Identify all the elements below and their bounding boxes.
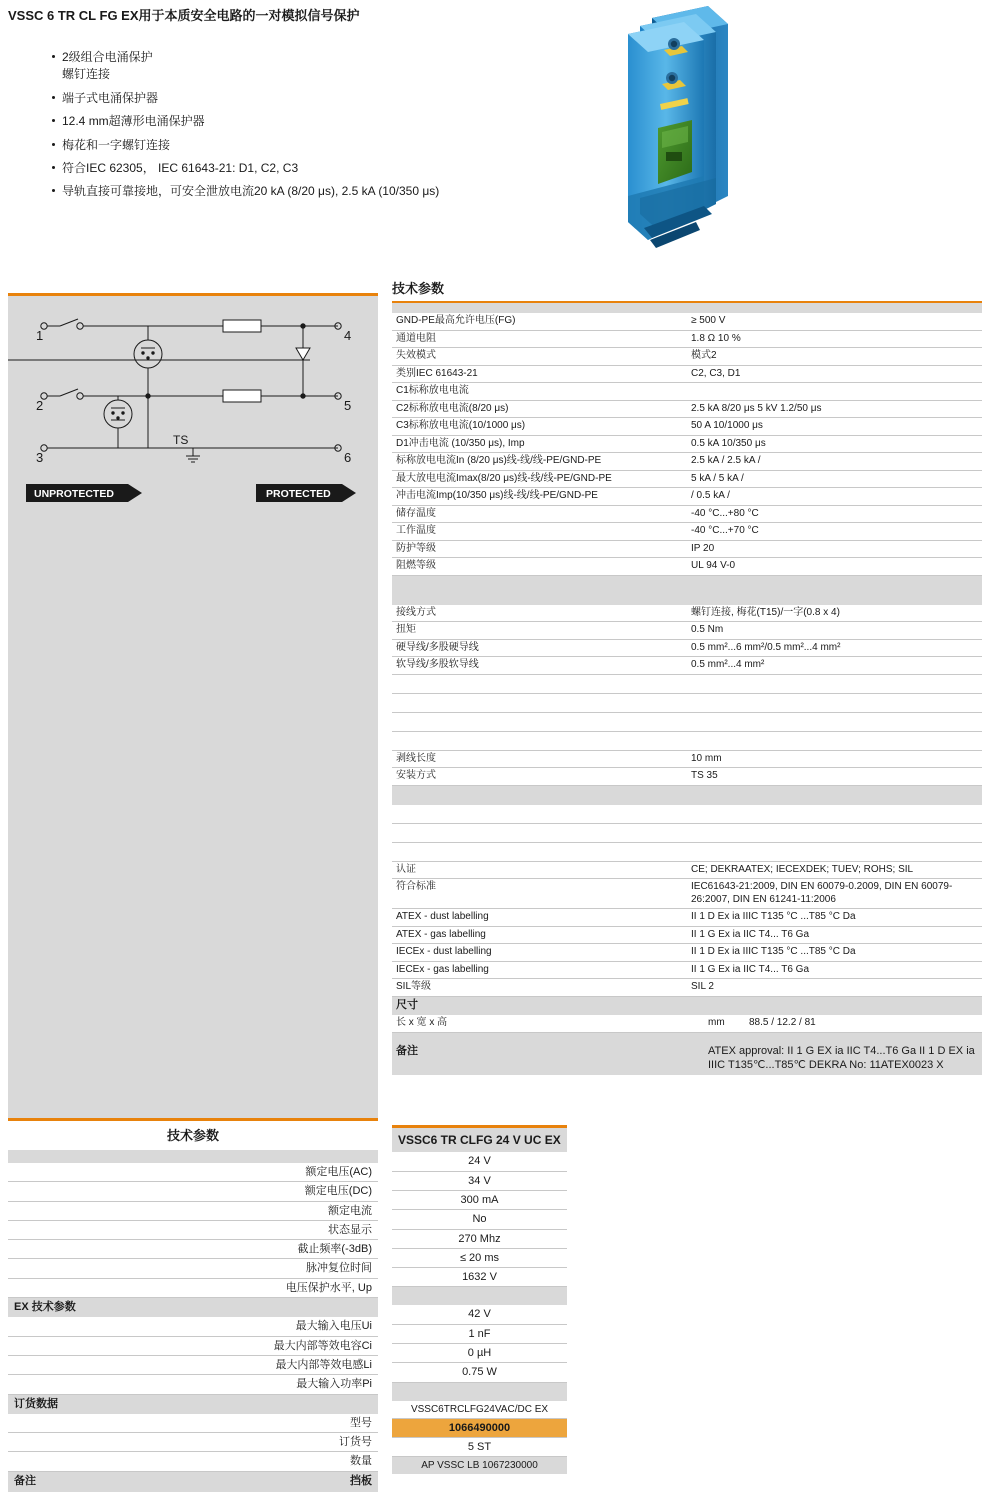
- row-key: 硬导线/多股硬导线: [392, 639, 687, 657]
- circuit-schematic-panel: [8, 293, 378, 1121]
- row-value: 0 µH: [392, 1344, 567, 1363]
- terminal-label-5: 5: [344, 398, 352, 413]
- order-qty-value: 5 ST: [392, 1437, 567, 1456]
- table-row-empty: [392, 804, 982, 823]
- row-key: 储存温度: [392, 505, 687, 523]
- row-value: 300 mA: [392, 1190, 567, 1209]
- table-row: [8, 1182, 378, 1201]
- table-row: [392, 505, 982, 523]
- row-value: 螺钉连接, 梅花(T15)/一字(0.8 x 4): [687, 604, 982, 622]
- table-row: [8, 1259, 378, 1278]
- row-key: 类别IEC 61643-21: [392, 365, 687, 383]
- row-value: CE; DEKRAATEX; IECEXDEK; TUEV; ROHS; SIL: [687, 861, 982, 879]
- table-row: [8, 1278, 378, 1297]
- row-key: ATEX - dust labelling: [392, 909, 687, 927]
- dimensions-table: [392, 1015, 982, 1075]
- table-row: [392, 435, 982, 453]
- table-row: [392, 1344, 567, 1363]
- table-band: [392, 594, 982, 604]
- row-key: 扭矩: [392, 622, 687, 640]
- row-key: 截止频率(-3dB): [8, 1240, 378, 1259]
- table-row: [392, 768, 982, 786]
- table-row: [392, 1152, 567, 1171]
- row-key: 接线方式: [392, 604, 687, 622]
- list-item: [50, 90, 570, 107]
- list-item-label: 符合IEC 62305， IEC 61643-21: D1, C2, C3: [62, 160, 299, 175]
- table-row: [8, 1355, 378, 1374]
- table-row: [392, 470, 982, 488]
- order-number-value: 1066490000: [392, 1418, 567, 1437]
- row-value: 2.5 kA / 2.5 kA /: [687, 453, 982, 471]
- table-band: [392, 575, 982, 594]
- table-row: [392, 400, 982, 418]
- table-row: [392, 944, 982, 962]
- table-row: [8, 1413, 378, 1432]
- table-row: [8, 1433, 378, 1452]
- row-value: 34 V: [392, 1171, 567, 1190]
- row-value: 42 V: [392, 1305, 567, 1324]
- list-item-label: 导轨直接可靠接地，可安全泄放电流20 kA (8/20 μs), 2.5 kA (10/350 μs): [62, 184, 440, 199]
- table-row: [392, 604, 982, 622]
- row-key: 型号: [8, 1413, 378, 1432]
- row-value: SIL 2: [687, 979, 982, 997]
- order-number-row: [392, 1418, 567, 1437]
- row-key: IECEx - gas labelling: [392, 961, 687, 979]
- technical-data-table: [392, 301, 982, 1015]
- table-row: [8, 1163, 378, 1182]
- table-row: [392, 523, 982, 541]
- table-row: [392, 1190, 567, 1209]
- list-item: [50, 49, 570, 84]
- table-row: [8, 1336, 378, 1355]
- table-row: [392, 750, 982, 768]
- row-value: UL 94 V-0: [687, 558, 982, 576]
- terminal-label-1: 1: [36, 328, 44, 343]
- remark-text: ATEX approval: II 1 G EX ia IIC T4...T6 Ga II 1 D EX ia IIIC T135℃...T85℃ DEKRA No: 11ATEX0023 X: [708, 1044, 975, 1071]
- table-row: [392, 979, 982, 997]
- table-row: [8, 1452, 378, 1471]
- table-row: [8, 1201, 378, 1220]
- table-row: [392, 1229, 567, 1248]
- table-row: [392, 1363, 567, 1382]
- row-key: 最大放电电流Imax(8/20 μs)线-线/线-PE/GND-PE: [392, 470, 687, 488]
- row-key: 冲击电流Imp(10/350 μs)线-线/线-PE/GND-PE: [392, 488, 687, 506]
- technical-data-section: [392, 278, 982, 1075]
- row-value: 270 Mhz: [392, 1229, 567, 1248]
- row-value: 0.5 kA 10/350 μs: [687, 435, 982, 453]
- row-key: ATEX - gas labelling: [392, 926, 687, 944]
- row-value: 24 V: [392, 1152, 567, 1171]
- table-band: [392, 1287, 567, 1305]
- row-value: 1.8 Ω 10 %: [687, 330, 982, 348]
- list-item: [50, 113, 570, 130]
- ts-label: TS: [173, 433, 189, 447]
- table-row: [392, 1210, 567, 1229]
- row-key: 额定电压(DC): [8, 1182, 378, 1201]
- table-band: [392, 302, 982, 313]
- row-key: 标称放电电流In (8/20 μs)线-线/线-PE/GND-PE: [392, 453, 687, 471]
- product-photo: [600, 0, 880, 280]
- order-section-header-row: [8, 1394, 378, 1413]
- row-value: II 1 G Ex ia IIC T4... T6 Ga: [687, 961, 982, 979]
- table-row: [392, 1400, 567, 1418]
- row-key: 阻燃等级: [392, 558, 687, 576]
- row-key: 剥线长度: [392, 750, 687, 768]
- table-row: [392, 418, 982, 436]
- list-item: [50, 137, 570, 154]
- row-value: TS 35: [687, 768, 982, 786]
- row-value: [687, 383, 982, 401]
- row-key: 最大内部等效电感Li: [8, 1355, 378, 1374]
- row-value: IEC61643-21:2009, DIN EN 60079-0.2009, DIN EN 60079-26:2007, DIN EN 61241-11:2006: [687, 879, 982, 909]
- row-value: / 0.5 kA /: [687, 488, 982, 506]
- row-unit: mm: [704, 1015, 745, 1032]
- row-key: 认证: [392, 861, 687, 879]
- row-key: C1标称放电电流: [392, 383, 687, 401]
- row-key: 失效模式: [392, 348, 687, 366]
- table-row: [392, 1248, 567, 1267]
- row-key: GND-PE最高允许电压(FG): [392, 313, 687, 331]
- section-title-bottom: 技术参数: [166, 1128, 219, 1143]
- table-row: [392, 879, 982, 909]
- feature-list: [10, 49, 570, 207]
- terminal-label-3: 3: [36, 450, 44, 465]
- table-band: [392, 1382, 567, 1400]
- terminal-label-6: 6: [344, 450, 352, 465]
- table-band: [392, 1032, 982, 1042]
- variant-column: [392, 1125, 567, 1474]
- row-key: 防护等级: [392, 540, 687, 558]
- table-row: [8, 1375, 378, 1394]
- order-type-value: VSSC6TRCLFG24VAC/DC EX: [392, 1400, 567, 1418]
- row-key: 长 x 宽 x 高: [392, 1015, 704, 1032]
- bottom-technical-data-section: [8, 1125, 378, 1492]
- remark-header-row: [392, 1042, 982, 1075]
- remark-header: 备注: [392, 1042, 704, 1075]
- row-key: C3标称放电电流(10/1000 μs): [392, 418, 687, 436]
- table-row-empty: [392, 731, 982, 750]
- list-item-label: 端子式电涌保护器: [62, 90, 159, 105]
- table-row: [392, 330, 982, 348]
- order-section-header: 订货数据: [8, 1394, 378, 1413]
- row-key: 额定电压(AC): [8, 1163, 378, 1182]
- table-row: [392, 540, 982, 558]
- row-key: 符合标准: [392, 879, 687, 909]
- svg-text:PROTECTED: PROTECTED: [266, 488, 331, 500]
- unprotected-arrow: [26, 484, 142, 502]
- table-row: [392, 622, 982, 640]
- row-key: 电压保护水平, Up: [8, 1278, 378, 1297]
- row-value: II 1 D Ex ia IIIC T135 °C ...T85 °C Da: [687, 944, 982, 962]
- list-item: [50, 183, 570, 200]
- row-key: 订货号: [8, 1433, 378, 1452]
- row-key: 通道电阻: [392, 330, 687, 348]
- variant-footer-value: AP VSSC LB 1067230000: [392, 1457, 567, 1475]
- table-row: [392, 365, 982, 383]
- table-row: [392, 639, 982, 657]
- table-row: [392, 657, 982, 675]
- row-key: D1冲击电流 (10/350 μs), Imp: [392, 435, 687, 453]
- row-value: 88.5 / 12.2 / 81: [745, 1015, 982, 1032]
- row-value: 1632 V: [392, 1268, 567, 1287]
- row-key: 软导线/多股软导线: [392, 657, 687, 675]
- row-value: C2, C3, D1: [687, 365, 982, 383]
- list-item-label: 梅花和一字螺钉连接: [62, 137, 171, 152]
- list-item-sublabel: 螺钉连接: [62, 67, 111, 82]
- dimensions-header-row: [392, 996, 982, 1015]
- row-key: 安装方式: [392, 768, 687, 786]
- table-row-empty: [392, 712, 982, 731]
- table-row: [8, 1240, 378, 1259]
- table-row-empty: [392, 823, 982, 842]
- table-row: [392, 348, 982, 366]
- terminal-label-2: 2: [36, 398, 44, 413]
- terminal-label-4: 4: [344, 328, 352, 343]
- row-key: 最大输入功率Pi: [8, 1375, 378, 1394]
- row-value: 50 A 10/1000 μs: [687, 418, 982, 436]
- footer-left-label: 备注: [8, 1472, 193, 1491]
- footer-row: [8, 1471, 378, 1491]
- row-value: ≤ 20 ms: [392, 1248, 567, 1267]
- table-row: [392, 383, 982, 401]
- table-row-empty: [392, 693, 982, 712]
- table-row: [392, 1305, 567, 1324]
- protected-arrow: [256, 484, 356, 502]
- row-key: 最大内部等效电容Ci: [8, 1336, 378, 1355]
- ex-section-header: EX 技术参数: [8, 1298, 378, 1317]
- row-key: 状态显示: [8, 1220, 378, 1239]
- table-row-empty: [392, 674, 982, 693]
- ex-section-header-row: [8, 1298, 378, 1317]
- row-value: 1 nF: [392, 1324, 567, 1343]
- row-key: IECEx - dust labelling: [392, 944, 687, 962]
- dimensions-header: 尺寸: [392, 996, 982, 1015]
- row-value: 2.5 kA 8/20 μs 5 kV 1.2/50 μs: [687, 400, 982, 418]
- table-row: [8, 1317, 378, 1336]
- table-row: [392, 961, 982, 979]
- row-value: -40 °C...+80 °C: [687, 505, 982, 523]
- table-row: [392, 1015, 982, 1032]
- row-value: IP 20: [687, 540, 982, 558]
- variant-value-table: [392, 1152, 567, 1474]
- page-title: VSSC 6 TR CL FG EX用于本质安全电路的一对模拟信号保护: [8, 8, 360, 23]
- row-value: II 1 G Ex ia IIC T4... T6 Ga: [687, 926, 982, 944]
- row-value: 0.5 mm²...4 mm²: [687, 657, 982, 675]
- row-value: 10 mm: [687, 750, 982, 768]
- table-row: [8, 1220, 378, 1239]
- variant-footer-row: [392, 1457, 567, 1475]
- row-value: 0.5 mm²...6 mm²/0.5 mm²...4 mm²: [687, 639, 982, 657]
- list-item-label: 2级组合电涌保护: [62, 50, 153, 64]
- table-row: [392, 453, 982, 471]
- footer-right-label: 挡板: [193, 1472, 378, 1491]
- table-row: [392, 1324, 567, 1343]
- row-value: 5 kA / 5 kA /: [687, 470, 982, 488]
- table-row: [392, 909, 982, 927]
- table-row: [392, 488, 982, 506]
- row-value: 0.75 W: [392, 1363, 567, 1382]
- row-value: 0.5 Nm: [687, 622, 982, 640]
- table-row: [392, 861, 982, 879]
- table-row: [392, 1171, 567, 1190]
- list-item: [50, 160, 570, 177]
- row-key: 脉冲复位时间: [8, 1259, 378, 1278]
- row-key: 工作温度: [392, 523, 687, 541]
- table-row: [392, 926, 982, 944]
- svg-text:UNPROTECTED: UNPROTECTED: [34, 488, 114, 500]
- row-value: No: [392, 1210, 567, 1229]
- table-band: [8, 1150, 378, 1163]
- row-value: II 1 D Ex ia IIIC T135 °C ...T85 °C Da: [687, 909, 982, 927]
- table-row: [392, 313, 982, 331]
- table-row: [392, 1268, 567, 1287]
- row-value: -40 °C...+70 °C: [687, 523, 982, 541]
- row-value: ≥ 500 V: [687, 313, 982, 331]
- row-value: 模式2: [687, 348, 982, 366]
- section-title: 技术参数: [392, 281, 445, 296]
- table-band: [392, 785, 982, 804]
- row-key: 最大输入电压Ui: [8, 1317, 378, 1336]
- bottom-parameter-table: [8, 1150, 378, 1492]
- table-row: [392, 1437, 567, 1456]
- table-row-empty: [392, 842, 982, 861]
- row-key: SIL等级: [392, 979, 687, 997]
- row-key: 数量: [8, 1452, 378, 1471]
- row-key: 额定电流: [8, 1201, 378, 1220]
- list-item-label: 12.4 mm超薄形电涌保护器: [62, 114, 205, 129]
- variant-header: VSSC6 TR CLFG 24 V UC EX: [392, 1125, 567, 1152]
- row-key: C2标称放电电流(8/20 μs): [392, 400, 687, 418]
- table-row: [392, 558, 982, 576]
